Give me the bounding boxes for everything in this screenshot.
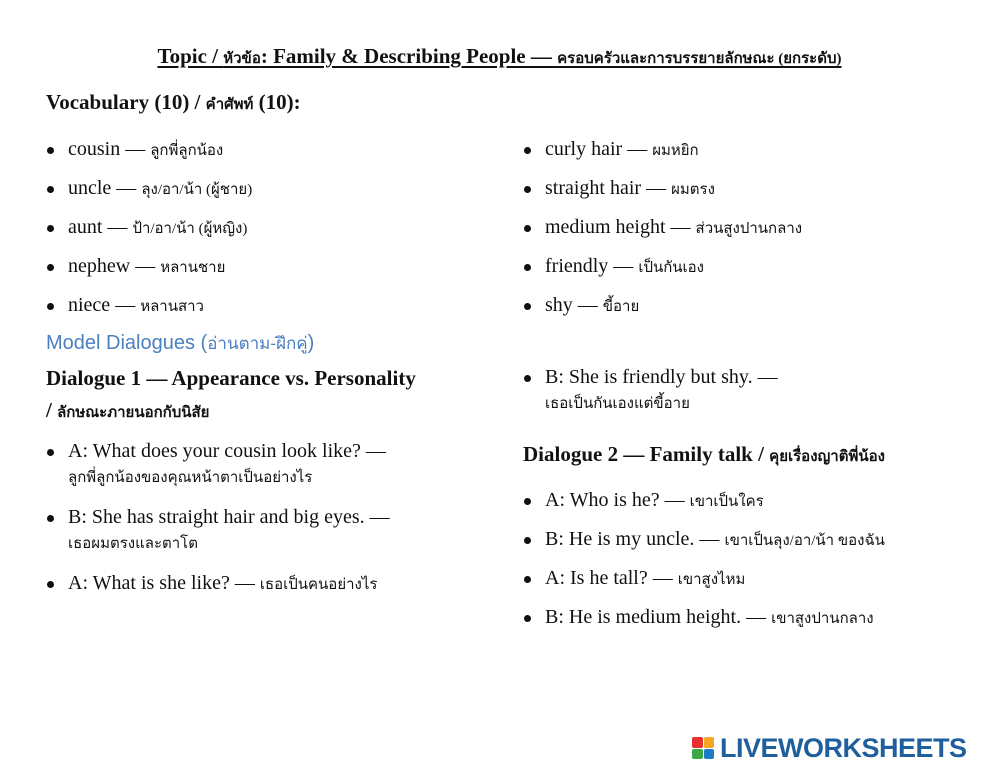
page-title: Topic / หัวข้อ: Family & Describing People — ครอบครัวและการบรรยายลักษณะ (ยกระดับ) bbox=[157, 44, 842, 68]
list-item: medium height — ส่วนสูงปานกลาง bbox=[523, 215, 802, 241]
list-item: aunt — ป้า/อา/น้า (ผู้หญิง) bbox=[46, 215, 252, 241]
logo-square-icon bbox=[704, 737, 715, 748]
dialogue-1-list bbox=[46, 439, 390, 613]
list-item: straight hair — ผมตรง bbox=[523, 176, 802, 202]
list-item: shy — ขี้อาย bbox=[523, 293, 802, 319]
liveworksheets-logo-icon bbox=[692, 737, 714, 759]
list-item: A: What is she like? — เธอเป็นคนอย่างไร bbox=[46, 571, 390, 597]
dialogue-2-heading: Dialogue 2 — Family talk / คุยเรื่องญาติพี่น้อง bbox=[523, 442, 885, 466]
model-dialogues-heading: Model Dialogues (อ่านตาม-ฝึกคู่) bbox=[46, 332, 315, 354]
list-item: A: Who is he? — เขาเป็นใคร bbox=[523, 488, 885, 514]
vocabulary-heading: Vocabulary (10) / คำศัพท์ (10): bbox=[46, 90, 301, 114]
list-item: cousin — ลูกพี่ลูกน้อง bbox=[46, 137, 252, 163]
liveworksheets-logo bbox=[692, 734, 967, 762]
list-item: curly hair — ผมหยิก bbox=[523, 137, 802, 163]
vocabulary-list-right bbox=[523, 137, 802, 332]
dialogue-1-heading: Dialogue 1 — Appearance vs. Personality / ลักษณะภายนอกกับนิสัย bbox=[46, 366, 416, 422]
logo-square-icon bbox=[692, 737, 703, 748]
list-item: niece — หลานสาว bbox=[46, 293, 252, 319]
list-item: uncle — ลุง/อา/น้า (ผู้ชาย) bbox=[46, 176, 252, 202]
list-item: A: Is he tall? — เขาสูงไหม bbox=[523, 566, 885, 592]
list-item: B: She is friendly but shy. — เธอเป็นกันเองแต่ขี้อาย bbox=[523, 365, 778, 415]
list-item: A: What does your cousin look like? — ลูกพี่ลูกน้องของคุณหน้าตาเป็นอย่างไร bbox=[46, 439, 390, 489]
logo-text: LIVEWORKSHEETS bbox=[720, 732, 967, 763]
dialogue-2-list bbox=[523, 488, 885, 644]
logo-square-icon bbox=[692, 749, 703, 760]
logo-square-icon bbox=[704, 749, 715, 760]
list-item: B: She has straight hair and big eyes. — เธอผมตรงและตาโต bbox=[46, 505, 390, 555]
list-item: friendly — เป็นกันเอง bbox=[523, 254, 802, 280]
list-item: B: He is my uncle. — เขาเป็นลุง/อา/น้า ของฉัน bbox=[523, 527, 885, 553]
vocabulary-list-left bbox=[46, 137, 252, 332]
list-item: nephew — หลานชาย bbox=[46, 254, 252, 280]
dialogue-1-continued-list bbox=[523, 365, 778, 431]
list-item: B: He is medium height. — เขาสูงปานกลาง bbox=[523, 605, 885, 631]
